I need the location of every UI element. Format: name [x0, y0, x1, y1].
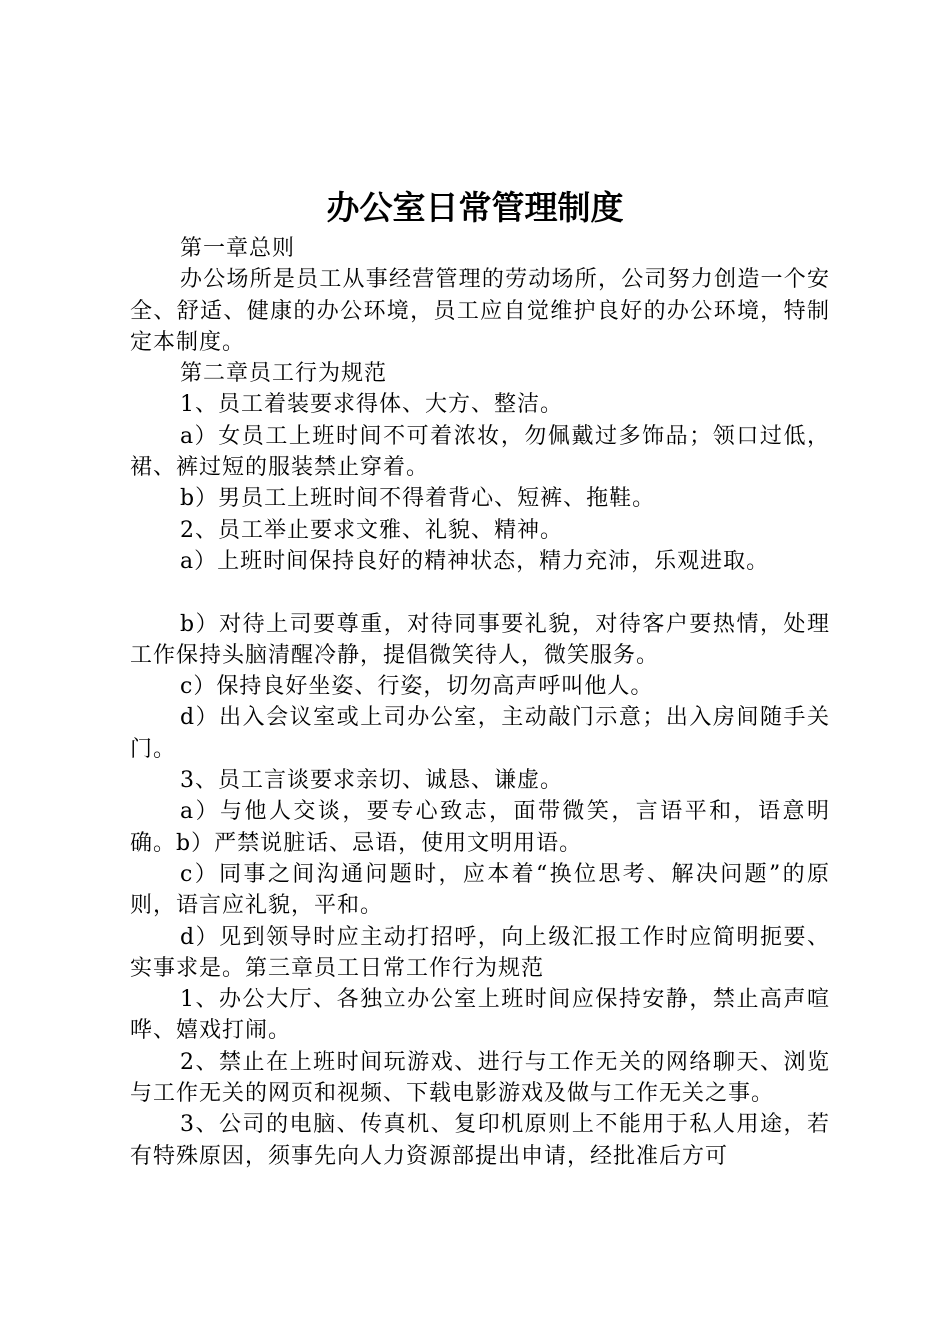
document-body [130, 233, 830, 1172]
paragraph: c）保持良好坐姿、行姿，切勿高声呼叫他人。 [180, 674, 654, 700]
paragraph: c）同事之间沟通问题时，应本着“换位思考、解决问题”的原则，语言应礼貌，平和。 [130, 861, 830, 919]
paragraph: a）上班时间保持良好的精神状态，精力充沛，乐观进取。 [180, 548, 770, 574]
chapter-1-heading: 第一章总则 [180, 236, 296, 261]
paragraph: 1、办公大厅、各独立办公室上班时间应保持安静，禁止高声喧哗、嬉戏打闹。 [130, 987, 830, 1044]
paragraph: 3、公司的电脑、传真机、复印机原则上不能用于私人用途，若有特殊原因，须事先向人力资源部提出申请，经批准后方可 [130, 1112, 830, 1169]
paragraph: 办公场所是员工从事经营管理的劳动场所，公司努力创造一个安全、舒适、健康的办公环境，员工应自觉维护良好的办公环境，特制定本制度。 [130, 267, 830, 355]
document-title: 办公室日常管理制度 [326, 188, 624, 227]
paragraph: b）男员工上班时间不得着背心、短裤、拖鞋。 [180, 486, 656, 512]
paragraph: a）女员工上班时间不可着浓妆，勿佩戴过多饰品；领口过低，裙、裤过短的服装禁止穿着。 [130, 423, 830, 481]
paragraph: a）与他人交谈，要专心致志，面带微笑，言语平和，语意明确。b）严禁说脏话、忌语，使用文明用语。 [130, 799, 830, 856]
paragraph: 1、员工着装要求得体、大方、整洁。 [180, 392, 563, 418]
blank-line [130, 577, 830, 608]
paragraph: d）见到领导时应主动打招呼，向上级汇报工作时应简明扼要、实事求是。第三章员工日常工作行为规范 [130, 924, 830, 981]
chapter-2-heading: 第二章员工行为规范 [180, 361, 388, 387]
paragraph: d）出入会议室或上司办公室，主动敲门示意；出入房间随手关门。 [130, 705, 830, 762]
paragraph: b）对待上司要尊重，对待同事要礼貌，对待客户要热情，处理工作保持头脑清醒冷静，提倡微笑待人，微笑服务。 [130, 611, 830, 668]
paragraph: 2、禁止在上班时间玩游戏、进行与工作无关的网络聊天、浏览与工作无关的网页和视频、下载电影游戏及做与工作无关之事。 [130, 1049, 830, 1107]
paragraph: 3、员工言谈要求亲切、诚恳、谦虚。 [180, 768, 563, 794]
paragraph: 2、员工举止要求文雅、礼貌、精神。 [180, 517, 563, 543]
